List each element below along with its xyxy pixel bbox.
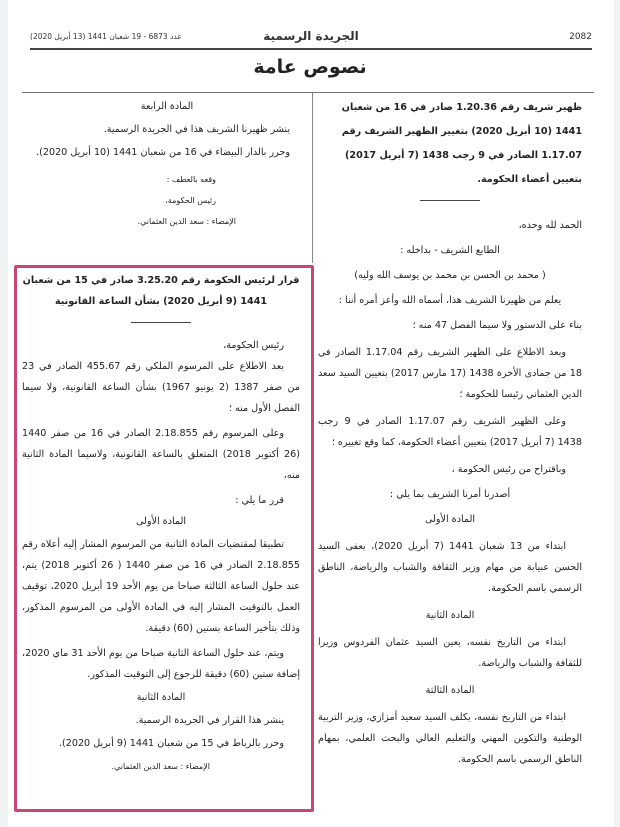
head-of-government: رئيس الحكومة، (165, 196, 216, 205)
decision-article-1-title: المادة الأولى (135, 516, 187, 527)
decision-article-1-p2: ويتم، عند حلول الساعة الثانية صباحا من يوم الأحد 31 ماي 2020، إضافة ستين (60) دقيقة للرجوع إلى التوقيت المذكور. (22, 648, 300, 680)
article-4-text: ينشر ظهيرنا الشريف هذا في الجريدة الرسمية. (103, 124, 290, 135)
decision-done-at: وحرر بالرباط في 15 من شعبان 1441 (9 أبريل 2020). (58, 738, 284, 749)
decision-article-2-text: ينشر هذا القرار في الجريدة الرسمية. (135, 715, 284, 726)
decision-separator (131, 322, 191, 323)
article-1-text: ابتداء من 13 شعبان 1441 (7 أبريل 2020)، يعفى السيد الحسن عبيابة من مهام وزير الثقافة والشباب والرياضة، الناطق الرسمي باسم الحكومة. (318, 541, 582, 594)
decision-review-1: بعد الاطلاع على المرسوم الملكي رقم 455.67 الصادر في 23 من صفر 1387 (2 يونيو 1967) بشأن الساعة القانونية، ولا سيما الفصل الأول منه ؛ (22, 361, 301, 414)
decree: أصدرنا أمرنا الشريف بما يلي : (389, 489, 511, 500)
left-column (28, 96, 306, 232)
issue-info: عدد 6873 - 19 شعبان 1441 (13 أبريل 2020) (30, 32, 182, 41)
decision-title: قرار لرئيس الحكومة رقم 3.25.20 صادر في 15 من شعبان 1441 (9 أبريل 2020) بشأن الساعة القانونية (22, 275, 300, 307)
title-separator (420, 200, 480, 201)
section-title: نصوص عامة (253, 56, 367, 78)
article-3-title: المادة الثالثة (425, 685, 475, 696)
dahir-title: ظهير شريف رقم 1.20.36 صادر في 16 من شعبان 1441 (10 أبريل 2020) بتغيير الظهير الشريف رقم 1.17.07 الصادر في 9 رجب 1438 (7 أبريل 2017) بتعيين أعضاء الحكومة. (341, 102, 582, 185)
right-column (318, 96, 582, 770)
header-rule (30, 48, 592, 50)
announcement: يعلم من ظهيرنا الشريف هذا، أسماه الله وأعز أمره أننا : (338, 295, 562, 306)
decision-head-gov: رئيس الحكومة، (223, 340, 284, 351)
government-decision (22, 270, 300, 777)
king-name: ( محمد بن الحسن بن محمد بن يوسف الله وليه) (354, 270, 546, 281)
proposal: وباقتراح من رئيس الحكومة ، (451, 464, 566, 475)
decision-article-1-p1: تطبيقا لمقتضيات المادة الثانية من المرسوم المشار إليه أعلاه رقم 2.18.855 الصادر في 16 من صفر 1440 ( 26 أكتوبر 2018) يتم، عند حلول الساعة الثالثة صباحا من يوم الأحد 19 أبريل 2020، توقيف العمل بالتوقيت المشار إليه في المادة الأولى من المرسوم المذكور، وذلك بتأخير الساعة بستين (60) دقيقة. (22, 539, 301, 634)
signature: الإمضاء : سعد الدين العثماني. (137, 217, 236, 226)
article-3-text: ابتداء من التاريخ نفسه، يكلف السيد سعيد أمزازي، وزير التربية الوطنية والتكوين المهني والتعليم العالي والبحث العلمي، بمهام الناطق الرسمي باسم الحكومة. (318, 712, 582, 765)
top-divider (22, 92, 594, 93)
praise: الحمد لله وحده، (518, 220, 582, 231)
seal: الطابع الشريف - بداخله : (400, 245, 500, 256)
page-header (30, 30, 592, 46)
journal-title: الجريدة الرسمية (263, 29, 359, 43)
decision-review-2: وعلى المرسوم رقم 2.18.855 الصادر في 16 من صفر 1440 (26 أكتوبر 2018) المتعلق بالساعة القانونية، ولاسيما المادة الثانية منه، (22, 428, 300, 481)
decision-article-2-title: المادة الثانية (136, 692, 186, 703)
decision-signature: الإمضاء : سعد الدين العثماني. (111, 762, 210, 771)
countersigned: وقعه بالعطف : (166, 175, 216, 184)
column-divider (312, 93, 313, 263)
review-2: وعلى الظهير الشريف رقم 1.17.07 الصادر في 9 رجب 1438 (7 أبريل 2017) بتعيين أعضاء الحكومة، كما وقع تغييره ؛ (318, 416, 582, 448)
decision-decides: قرر ما يلي : (235, 495, 284, 506)
article-2-text: ابتداء من التاريخ نفسه، يعين السيد عثمان الفردوس وزيرا للثقافة والشباب والرياضة. (318, 637, 582, 669)
done-at: وحرر بالدار البيضاء في 16 من شعبان 1441 (10 أبريل 2020). (36, 147, 290, 158)
basis: بناء على الدستور ولا سيما الفصل 47 منه ؛ (412, 320, 582, 331)
review-1: وبعد الاطلاع على الظهير الشريف رقم 1.17.04 الصادر في 18 من جمادى الأخرة 1438 (17 مارس 2017) بتعيين السيد سعد الدين العثماني رئيسا للحكومة ؛ (318, 347, 582, 400)
page-number: 2082 (569, 32, 592, 42)
article-1-title: المادة الأولى (424, 514, 476, 525)
article-4-title: المادة الرابعة (140, 101, 194, 112)
article-2-title: المادة الثانية (425, 610, 475, 621)
